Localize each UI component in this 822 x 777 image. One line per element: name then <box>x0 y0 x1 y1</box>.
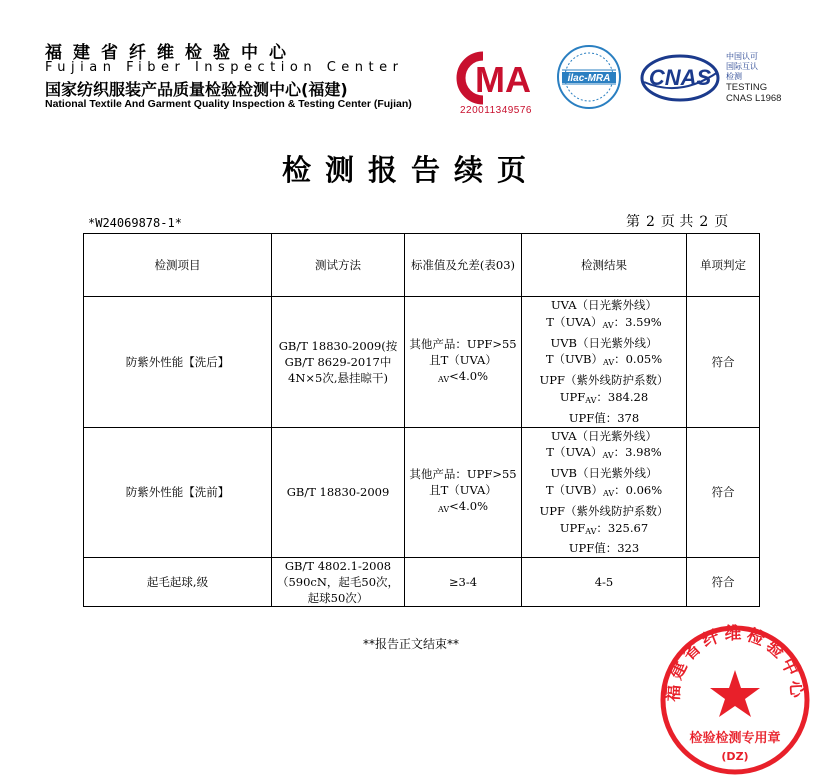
header-result: 检测结果 <box>522 234 687 297</box>
header-method: 测试方法 <box>272 234 405 297</box>
cnas-line: TESTING <box>726 82 768 93</box>
result-line: $T(UVB)_{AV}$：0.05% <box>545 352 663 368</box>
center-name-cn: 国家纺织服装产品质量检验检测中心(福建) <box>45 80 348 99</box>
page-current: 2 <box>646 214 655 230</box>
page-suffix: 页 <box>714 214 729 230</box>
cnas-line: CNAS L1968 <box>726 93 782 104</box>
cell-result: 4-5 <box>522 558 687 607</box>
center-name-en: National Textile And Garment Quality Inspection & Testing Center (Fujian) <box>45 98 412 110</box>
result-line: UVA（日光紫外线） <box>550 428 658 443</box>
cell-judgement: 符合 <box>687 427 760 558</box>
page-total: 2 <box>699 214 709 230</box>
page-prefix: 第 <box>626 214 640 230</box>
org-name-en: Fujian Fiber Inspection Center <box>45 60 404 75</box>
result-line: UPF（紫外线防护系数） <box>539 373 669 388</box>
org-name-cn: 福建省纤维检验中心 <box>45 43 297 63</box>
cell-standard: ≥3-4 <box>405 558 522 607</box>
result-line: $UPF_{AV}$：325.67 <box>559 520 649 536</box>
ilac-logo-text: ilac-MRA <box>567 73 611 84</box>
result-line: UPF值：378 <box>568 410 640 425</box>
cell-method: GB/T 18830-2009 <box>272 427 405 558</box>
cma-logo <box>455 50 537 106</box>
standard-limit: <4.0% <box>449 368 488 383</box>
page-title: 检测报告续页 <box>281 153 540 187</box>
report-number: *W24069878-1* <box>88 216 182 230</box>
result-line: UPF（紫外线防护系数） <box>539 503 669 518</box>
result-line: $UPF_{AV}$：384.28 <box>559 389 649 405</box>
header-judgement: 单项判定 <box>687 234 760 297</box>
result-line: UVA（日光紫外线） <box>550 298 658 312</box>
cell-result <box>522 297 687 428</box>
cnas-logo <box>640 52 722 104</box>
subscript-av: AV <box>437 505 450 515</box>
result-line: $T(UVA)_{AV}$：3.98% <box>546 445 662 461</box>
results-table <box>83 233 760 607</box>
seal-inner-text: 检验检测专用章 <box>689 731 781 746</box>
cell-judgement: 符合 <box>687 558 760 607</box>
subscript-av: AV <box>437 374 450 384</box>
cnas-line: 中国认可 <box>726 52 758 61</box>
cell-method: GB/T 18830-2009(按GB/T 8629-2017中4N×5次,悬挂晾干) <box>272 297 405 428</box>
star-icon <box>710 670 760 717</box>
cnas-line: 国际互认 <box>726 62 758 71</box>
result-line: $T(UVB)_{AV}$：0.06% <box>545 482 663 498</box>
cma-number: 220011349576 <box>460 105 532 116</box>
page-mid: 页 共 <box>660 214 694 230</box>
cell-standard <box>405 427 522 558</box>
seal-ring-text: 福建省纤维检验中心 <box>663 624 807 703</box>
page-indicator <box>623 211 731 231</box>
cnas-caption <box>726 52 781 104</box>
standard-limit: <4.0% <box>449 499 488 514</box>
cnas-line: 检测 <box>726 72 742 81</box>
result-line: UVB（日光紫外线） <box>550 466 658 481</box>
cnas-logo-text: CNAS <box>648 65 712 90</box>
header-standard: 标准值及允差(表03) <box>405 234 522 297</box>
cell-item: 起毛起球,级 <box>84 558 272 607</box>
standard-text: 其他产品：UPF>55且T（UVA） <box>409 336 517 367</box>
cell-judgement: 符合 <box>687 297 760 428</box>
ilac-mra-logo <box>556 44 622 110</box>
result-line: UVB（日光紫外线） <box>550 335 658 350</box>
cell-item: 防紫外性能【洗后】 <box>84 297 272 428</box>
cell-item: 防紫外性能【洗前】 <box>84 427 272 558</box>
table-header-row <box>84 234 760 297</box>
result-line: UPF值：323 <box>568 541 640 556</box>
cell-standard <box>405 297 522 428</box>
header-item: 检测项目 <box>84 234 272 297</box>
cma-logo-text: MA <box>475 59 531 100</box>
standard-text: 其他产品：UPF>55且T（UVA） <box>409 467 517 498</box>
table-row <box>84 558 760 607</box>
official-seal <box>655 618 815 776</box>
cell-method: GB/T 4802.1-2008（590cN，起毛50次，起球50次） <box>272 558 405 607</box>
cell-result <box>522 427 687 558</box>
end-note: **报告正文结束** <box>362 637 459 651</box>
result-line: $T(UVA)_{AV}$：3.59% <box>546 314 662 330</box>
table-row <box>84 427 760 558</box>
seal-code: (DZ) <box>721 750 749 763</box>
table-row <box>84 297 760 428</box>
